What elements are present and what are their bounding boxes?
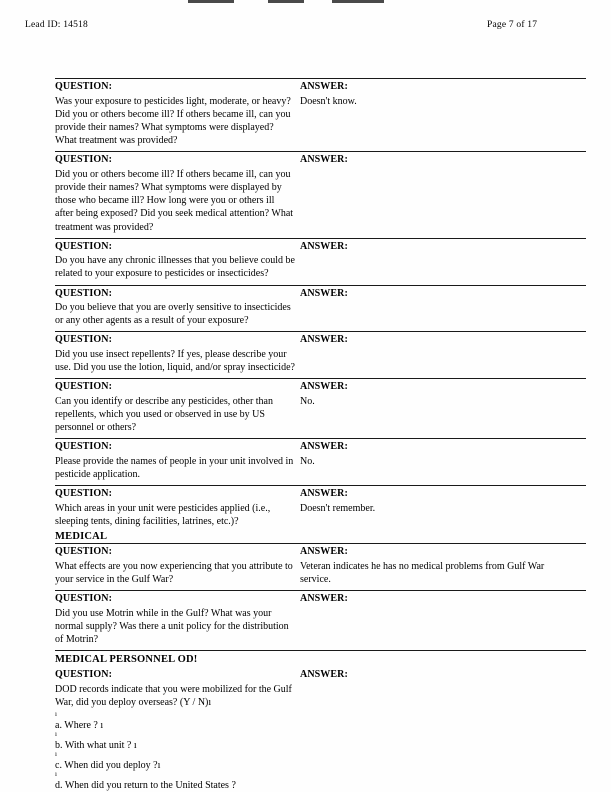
qa-block <box>0 379 611 434</box>
question-column <box>55 381 295 434</box>
question-text: Did you or others become ill? If others became ill, can you provide their names? What symptoms were displayed by those who became ill? How long were you or others ill after being exposed? Did you seek medical attention? What treatment was provided? <box>55 168 294 233</box>
answer-label: ANSWER: <box>300 593 348 604</box>
page-header <box>0 20 611 36</box>
divider <box>55 650 586 651</box>
question-text: Please provide the names of people in your unit involved in pesticide application. <box>55 455 294 481</box>
question-text: What effects are you now experiencing that you attribute to your service in the Gulf War? <box>55 560 293 585</box>
question-label: QUESTION: <box>55 154 113 166</box>
question-text: Did you use Motrin while in the Gulf? What was your normal supply? Was there a unit policy for the distribution of Motrin? <box>55 607 289 645</box>
document-body <box>0 78 611 791</box>
page-number-label: Page 7 of 17 <box>487 20 538 30</box>
question-column <box>55 334 295 374</box>
question-label: QUESTION: <box>55 669 113 681</box>
answer-column <box>300 546 575 586</box>
question-text: Do you believe that you are overly sensitive to insecticides or any other agents as a result of your exposure? <box>55 302 291 327</box>
answer-column <box>300 241 575 255</box>
question-text: Can you identify or describe any pesticides, other than repellents, which you used or observed in use by US personnel or others? <box>55 395 273 434</box>
question-label: QUESTION: <box>55 334 113 346</box>
qa-block <box>0 665 611 791</box>
stray-mark: ı <box>55 709 57 718</box>
answer-column <box>300 593 575 607</box>
answer-label: ANSWER: <box>300 334 348 346</box>
stray-mark: ı <box>55 769 57 778</box>
question-column <box>55 241 295 281</box>
qa-block <box>0 591 611 646</box>
stray-mark: ı <box>55 729 57 738</box>
answer-text: Doesn't know. <box>300 95 357 107</box>
subquestion-item: b. With what unit ? ı <box>55 739 137 751</box>
question-column <box>55 154 295 233</box>
question-column <box>55 81 295 147</box>
qa-block <box>0 544 611 586</box>
answer-text: Doesn't remember. <box>300 502 376 514</box>
subquestion-item: a. Where ? ı <box>55 719 104 731</box>
question-label: QUESTION: <box>55 488 113 500</box>
answer-label: ANSWER: <box>300 287 348 299</box>
scan-artifact-top-right <box>332 0 384 3</box>
answer-column <box>300 288 575 302</box>
qa-block <box>0 79 611 147</box>
answer-label: ANSWER: <box>300 240 348 252</box>
qa-block <box>0 152 611 233</box>
answer-column <box>300 154 575 168</box>
answer-column <box>300 441 575 468</box>
question-column <box>55 669 295 791</box>
answer-label: ANSWER: <box>300 81 348 92</box>
scan-artifact-top-left <box>188 0 234 3</box>
question-text: Did you use insect repellents? If yes, please describe your use. Did you use the lotion, liquid, and/or spray insecticide? <box>55 348 295 374</box>
question-text: Do you have any chronic illnesses that you believe could be related to your exposure to pesticides or insecticides? <box>55 255 295 280</box>
answer-text: Veteran indicates he has no medical problems from Gulf War service. <box>300 560 545 585</box>
answer-label: ANSWER: <box>300 546 348 558</box>
question-label: QUESTION: <box>55 287 113 299</box>
question-label: QUESTION: <box>55 381 113 393</box>
answer-label: ANSWER: <box>300 381 348 393</box>
answer-column <box>300 669 575 683</box>
answer-column <box>300 488 575 515</box>
question-column <box>55 546 295 586</box>
answer-column <box>300 81 575 108</box>
question-label: QUESTION: <box>55 81 113 92</box>
answer-text: No. <box>300 395 315 407</box>
lead-id-label: Lead ID: 14518 <box>25 20 88 30</box>
question-column <box>55 288 295 328</box>
answer-text: No. <box>300 455 315 467</box>
scan-artifact-top-mid <box>268 0 304 3</box>
subquestion-item: d. When did you return to the United States ? <box>55 779 236 791</box>
question-text: DOD records indicate that you were mobilized for the Gulf War, did you deploy overseas? (Y / N)ı <box>55 683 292 708</box>
question-column <box>55 593 295 646</box>
subquestion-item: c. When did you deploy ?ı <box>55 759 161 771</box>
section-heading-medical: MEDICAL <box>55 531 108 543</box>
qa-block <box>0 439 611 481</box>
question-text: Was your exposure to pesticides light, moderate, or heavy? Did you or others become ill? If others became ill, can you provide their names? What symptoms were displayed? What treatment was provided? <box>55 95 291 147</box>
answer-label: ANSWER: <box>300 441 348 453</box>
question-label: QUESTION: <box>55 240 113 252</box>
qa-block <box>0 286 611 328</box>
question-column <box>55 441 295 481</box>
question-label: QUESTION: <box>55 441 113 453</box>
answer-label: ANSWER: <box>300 669 348 681</box>
answer-column <box>300 334 575 348</box>
section-heading-medical-personnel: MEDICAL PERSONNEL OD! <box>55 654 198 666</box>
qa-block <box>0 332 611 374</box>
subquestion-list <box>55 711 295 791</box>
qa-block <box>0 239 611 281</box>
answer-column <box>300 381 575 408</box>
answer-label: ANSWER: <box>300 488 348 500</box>
question-label: QUESTION: <box>55 546 113 558</box>
qa-block <box>0 486 611 528</box>
answer-label: ANSWER: <box>300 154 348 166</box>
question-text: Which areas in your unit were pesticides applied (i.e., sleeping tents, dining facilities, latrines, etc.)? <box>55 502 271 527</box>
stray-mark: ı <box>55 749 57 758</box>
question-column <box>55 488 295 528</box>
question-label: QUESTION: <box>55 593 113 604</box>
